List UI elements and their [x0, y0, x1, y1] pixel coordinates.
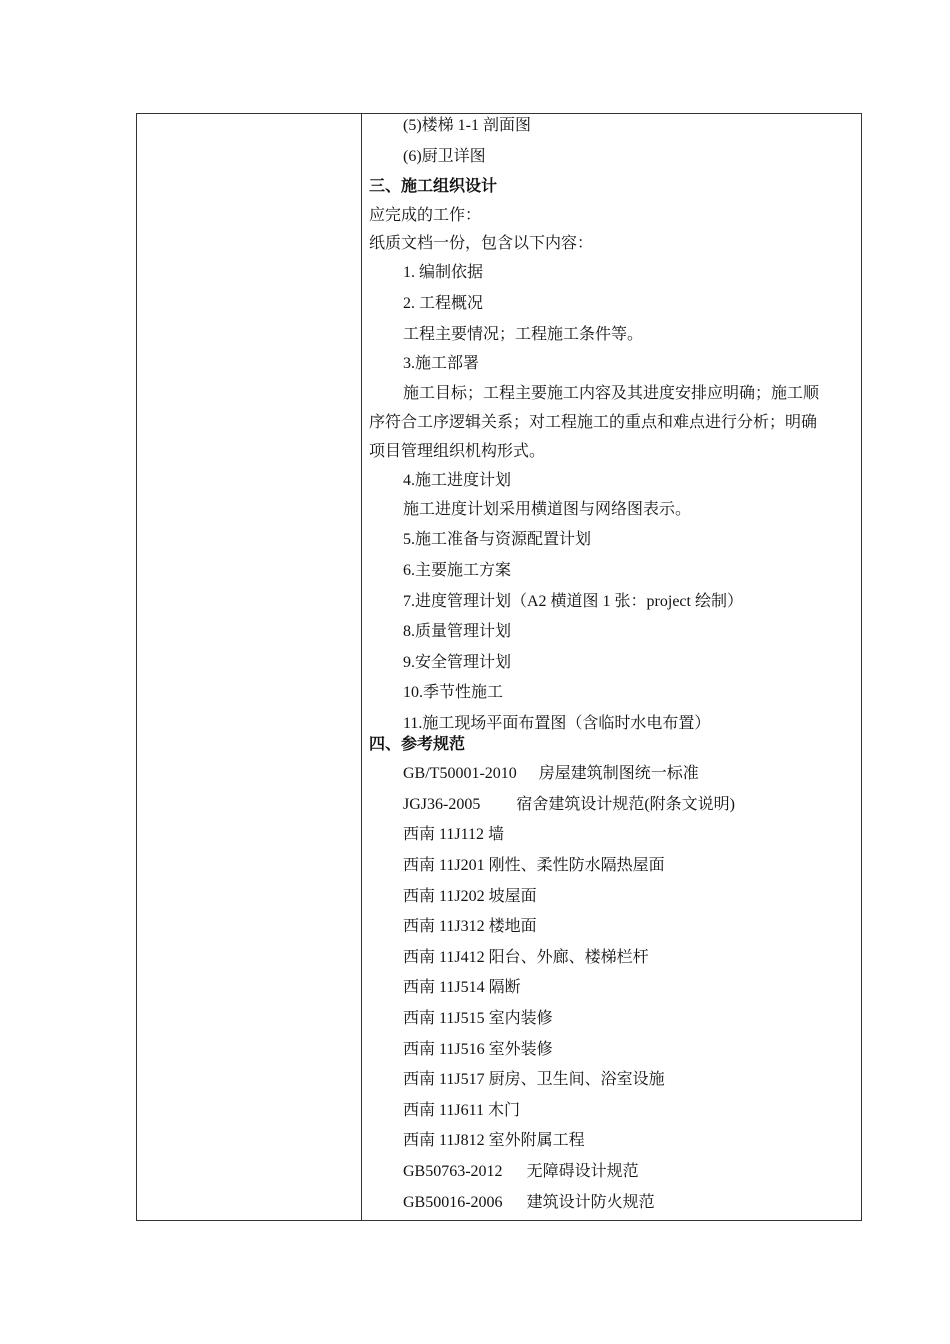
document-table: [136, 113, 862, 1221]
list-item: 10.季节性施工: [403, 684, 504, 701]
standard-code: GB50763-2012: [403, 1163, 503, 1180]
standard-title: 刚性、柔性防水隔热屋面: [488, 857, 665, 874]
standard-title: 室外附属工程: [488, 1132, 585, 1149]
standard-code: 西南 11J515: [403, 1010, 485, 1027]
list-item: 3.施工部署: [403, 355, 480, 372]
standard-item: [403, 795, 735, 815]
standard-code: 西南 11J516: [403, 1041, 485, 1058]
standard-code: 西南 11J412: [403, 949, 485, 966]
standard-code: GB50016-2006: [403, 1194, 503, 1211]
text-line: 工程主要情况；工程施工条件等。: [403, 326, 644, 343]
standard-title: 阳台、外廊、楼梯栏杆: [488, 949, 649, 966]
standard-item: [403, 1162, 639, 1182]
standard-title: 楼地面: [488, 918, 537, 935]
list-item: 7.进度管理计划（A2 横道图 1 张：project 绘制）: [403, 593, 743, 610]
standard-item: [403, 764, 699, 784]
standard-item: [403, 856, 665, 876]
list-item: 11.施工现场平面布置图（含临时水电布置）: [403, 715, 711, 732]
standard-title: 隔断: [488, 979, 521, 996]
list-item: 5.施工准备与资源配置计划: [403, 531, 592, 548]
standard-code: 西南 11J611: [403, 1102, 485, 1119]
standard-item: [403, 978, 521, 998]
standard-title: 宿舍建筑设计规范(附条文说明): [516, 796, 736, 813]
standard-code: 西南 11J202: [403, 888, 485, 905]
standard-item: [403, 887, 537, 907]
section-heading: 四、参考规范: [369, 736, 466, 753]
text-line: 应完成的工作：: [369, 207, 482, 224]
standard-title: 无障碍设计规范: [526, 1163, 639, 1180]
paragraph-line: 项目管理组织机构形式。: [369, 443, 546, 460]
text-line: 纸质文档一份，包含以下内容：: [369, 235, 594, 252]
standard-item: [403, 1193, 655, 1213]
standard-code: JGJ36-2005: [403, 796, 481, 813]
standard-item: [403, 1070, 665, 1090]
text-line: 施工进度计划采用横道图与网络图表示。: [403, 501, 692, 518]
paragraph-line: 序符合工序逻辑关系；对工程施工的重点和难点进行分析；明确: [369, 414, 818, 431]
list-item: 1. 编制依据: [403, 264, 484, 281]
standard-title: 墙: [488, 826, 505, 843]
standard-code: 西南 11J201: [403, 857, 485, 874]
section-heading: 三、施工组织设计: [369, 178, 498, 195]
paragraph-line: 施工目标；工程主要施工内容及其进度安排应明确；施工顺: [403, 385, 820, 402]
list-item: 9.安全管理计划: [403, 654, 512, 671]
text-line: (6)厨卫详图: [403, 148, 486, 165]
standard-title: 室内装修: [488, 1010, 553, 1027]
standard-item: [403, 1009, 553, 1029]
standard-title: 室外装修: [488, 1041, 553, 1058]
list-item: 2. 工程概况: [403, 295, 484, 312]
standard-title: 坡屋面: [488, 888, 537, 905]
list-item: 6.主要施工方案: [403, 562, 512, 579]
standard-code: 西南 11J517: [403, 1071, 485, 1088]
standard-code: 西南 11J112: [403, 826, 485, 843]
standard-title: 房屋建筑制图统一标准: [538, 765, 699, 782]
standard-code: 西南 11J312: [403, 918, 485, 935]
standard-item: [403, 1131, 585, 1151]
standard-item: [403, 917, 537, 937]
standard-title: 建筑设计防火规范: [526, 1194, 655, 1211]
text-line: (5)楼梯 1-1 剖面图: [403, 117, 531, 134]
column-divider: [361, 114, 362, 1220]
standard-code: 西南 11J514: [403, 979, 485, 996]
standard-title: 木门: [488, 1102, 521, 1119]
list-item: 4.施工进度计划: [403, 472, 512, 489]
standard-item: [403, 825, 504, 845]
standard-title: 厨房、卫生间、浴室设施: [488, 1071, 665, 1088]
standard-item: [403, 1101, 520, 1121]
standard-item: [403, 1040, 553, 1060]
list-item: 8.质量管理计划: [403, 623, 512, 640]
standard-code: GB/T50001-2010: [403, 765, 517, 782]
standard-item: [403, 948, 649, 968]
standard-code: 西南 11J812: [403, 1132, 485, 1149]
